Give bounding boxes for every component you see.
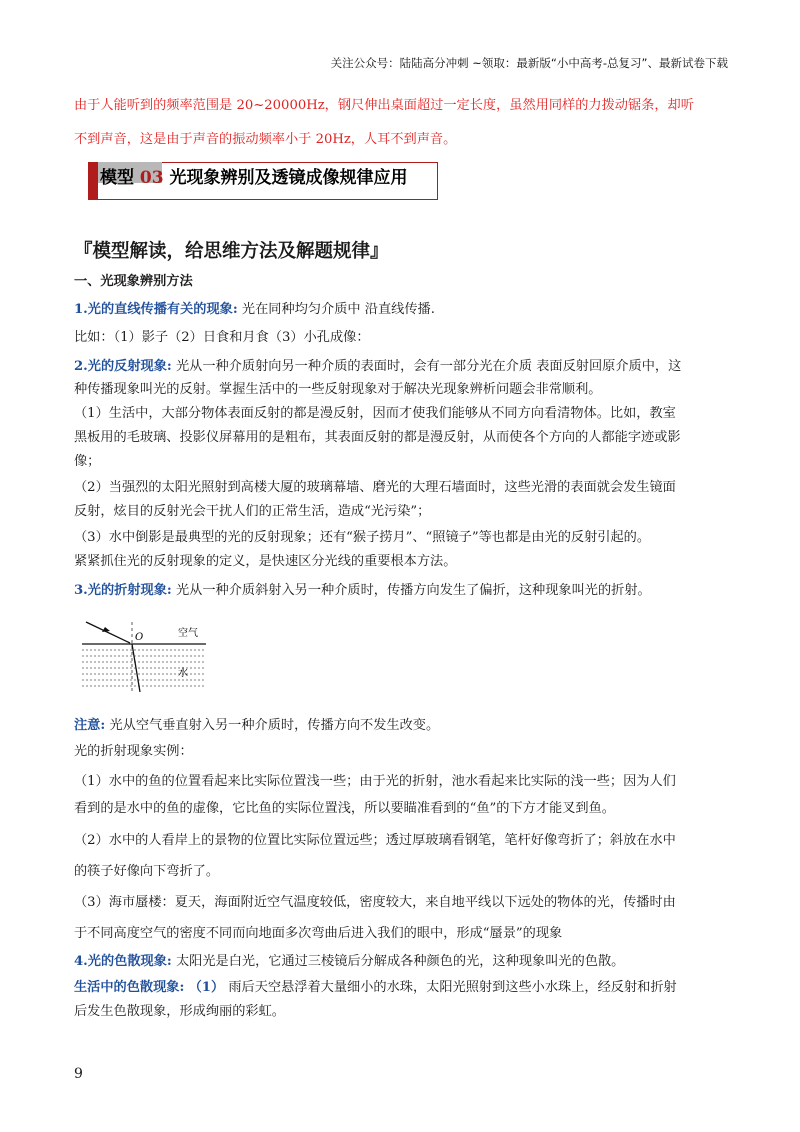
model-number: 03 bbox=[139, 168, 164, 188]
item4-life-num: （1） bbox=[188, 980, 225, 995]
item2-summary: 紧紧抓住光的反射现象的定义，是快速区分光线的重要根本方法。 bbox=[74, 554, 457, 569]
model-label: 模型 bbox=[100, 168, 134, 188]
item4-life-text-1: 雨后天空悬浮着大量细小的水珠，太阳光照射到这些小水珠上，经反射和折射 bbox=[228, 980, 677, 995]
page-number: 9 bbox=[74, 1066, 83, 1082]
item2-text-1: 光从一种介质射向另一种介质的表面时，会有一部分光在介质 表面反射回原介质中，这 bbox=[175, 359, 682, 374]
incident-ray bbox=[86, 622, 130, 643]
point-o-label: O bbox=[135, 632, 144, 643]
ex2-line-2: 的筷子好像向下弯折了。 bbox=[74, 864, 220, 879]
item3-heading: 3.光的折射现象: bbox=[74, 583, 172, 598]
ex3-line-2: 于不同高度空气的密度不同而向地面多次弯曲后进入我们的眼中，形成“蜃景”的现象 bbox=[74, 926, 563, 941]
examples-title: 光的折射现象实例： bbox=[74, 744, 193, 759]
ex1-line-1: （1）水中的鱼的位置看起来比实际位置浅一些；由于光的折射，池水看起来比实际的浅一些；因为人们 bbox=[74, 774, 676, 789]
item2-p3: （3）水中倒影是最典型的光的反射现象；还有“猴子捞月”、“照镜子”等也都是由光的反射引起的。 bbox=[74, 530, 651, 545]
ex2-line-1: （2）水中的人看岸上的景物的位置比实际位置远些；透过厚玻璃看钢笔，笔杆好像弯折了；斜放在水中 bbox=[74, 833, 676, 848]
model-title-accent bbox=[88, 162, 98, 200]
note-text: 光从空气垂直射入另一种介质时，传播方向不发生改变。 bbox=[109, 718, 440, 733]
water-label: 水 bbox=[178, 668, 188, 679]
item3-text: 光从一种介质斜射入另一种介质时，传播方向发生了偏折，这种现象叫光的折射。 bbox=[175, 583, 651, 598]
item4-heading: 4.光的色散现象: bbox=[74, 954, 172, 969]
item2-p1-line-2: 黑板用的毛玻璃、投影仪屏幕用的是粗布，其表面反射的都是漫反射，从而使各个方向的人都能字迹或影 bbox=[74, 430, 681, 445]
subsection-heading: 一、光现象辨别方法 bbox=[74, 274, 193, 289]
item2-p2-line-1: （2）当强烈的太阳光照射到高楼大厦的玻璃幕墙、磨光的大理石墙面时，这些光滑的表面就会发生镜面 bbox=[74, 480, 676, 495]
item2-line-2: 种传播现象叫光的反射。掌握生活中的一些反射现象对于解决光现象辨析问题会非常顺利。 bbox=[74, 382, 602, 397]
model-title-text: 光现象辨别及透镜成像规律应用 bbox=[169, 168, 408, 188]
air-label: 空气 bbox=[178, 628, 198, 639]
model-title bbox=[100, 163, 408, 188]
ex1-line-2: 看到的是水中的鱼的虚像，它比鱼的实际位置浅，所以要瞄准看到的“鱼”的下方才能叉到鱼。 bbox=[74, 801, 615, 816]
item2-p1-line-1: （1）生活中，大部分物体表面反射的都是漫反射，因而才使我们能够从不同方向看清物体。比如，教室 bbox=[74, 406, 676, 421]
note-line bbox=[74, 717, 439, 735]
item2-p2-line-2: 反射，炫目的反射光会干扰人们的正常生活，造成“光污染”； bbox=[74, 504, 431, 519]
item2-heading: 2.光的反射现象: bbox=[74, 359, 172, 374]
item4-text: 太阳光是白光，它通过三棱镜后分解成各种颜色的光，这种现象叫光的色散。 bbox=[175, 954, 625, 969]
item2-line-1 bbox=[74, 358, 681, 376]
item4-line bbox=[74, 953, 624, 971]
ex3-line-1: （3）海市蜃楼：夏天，海面附近空气温度较低，密度较大，来自地平线以下远处的物体的光，传播时由 bbox=[74, 895, 676, 910]
item2-p1-line-3: 像； bbox=[74, 454, 101, 469]
item4-life-line-2: 后发生色散现象，形成绚丽的彩虹。 bbox=[74, 1004, 285, 1019]
item3-line bbox=[74, 582, 651, 600]
intro-line-2: 不到声音，这是由于声音的振动频率小于 20Hz，人耳不到声音。 bbox=[74, 132, 457, 147]
page-header: 关注公众号：陆陆高分冲刺 ~领取：最新版“小中高考-总复习”、最新试卷下载 bbox=[330, 56, 728, 70]
note-heading: 注意: bbox=[74, 718, 106, 733]
item4-life-line-1 bbox=[74, 979, 677, 997]
section-title: 『模型解读，给思维方法及解题规律』 bbox=[74, 241, 389, 262]
item1-example: 比如：（1）影子（2）日食和月食（3）小孔成像： bbox=[74, 330, 370, 345]
intro-line-1: 由于人能听到的频率范围是 20~20000Hz，钢尺伸出桌面超过一定长度，虽然用同样的力拨动锯条，却听 bbox=[74, 98, 694, 113]
item1-heading: 1.光的直线传播有关的现象: bbox=[74, 302, 238, 317]
item1-text: 光在同种均匀介质中 沿直线传播. bbox=[241, 302, 435, 317]
refraction-diagram bbox=[80, 614, 210, 704]
item4-life-heading: 生活中的色散现象: bbox=[74, 980, 185, 995]
item1-line bbox=[74, 301, 435, 319]
